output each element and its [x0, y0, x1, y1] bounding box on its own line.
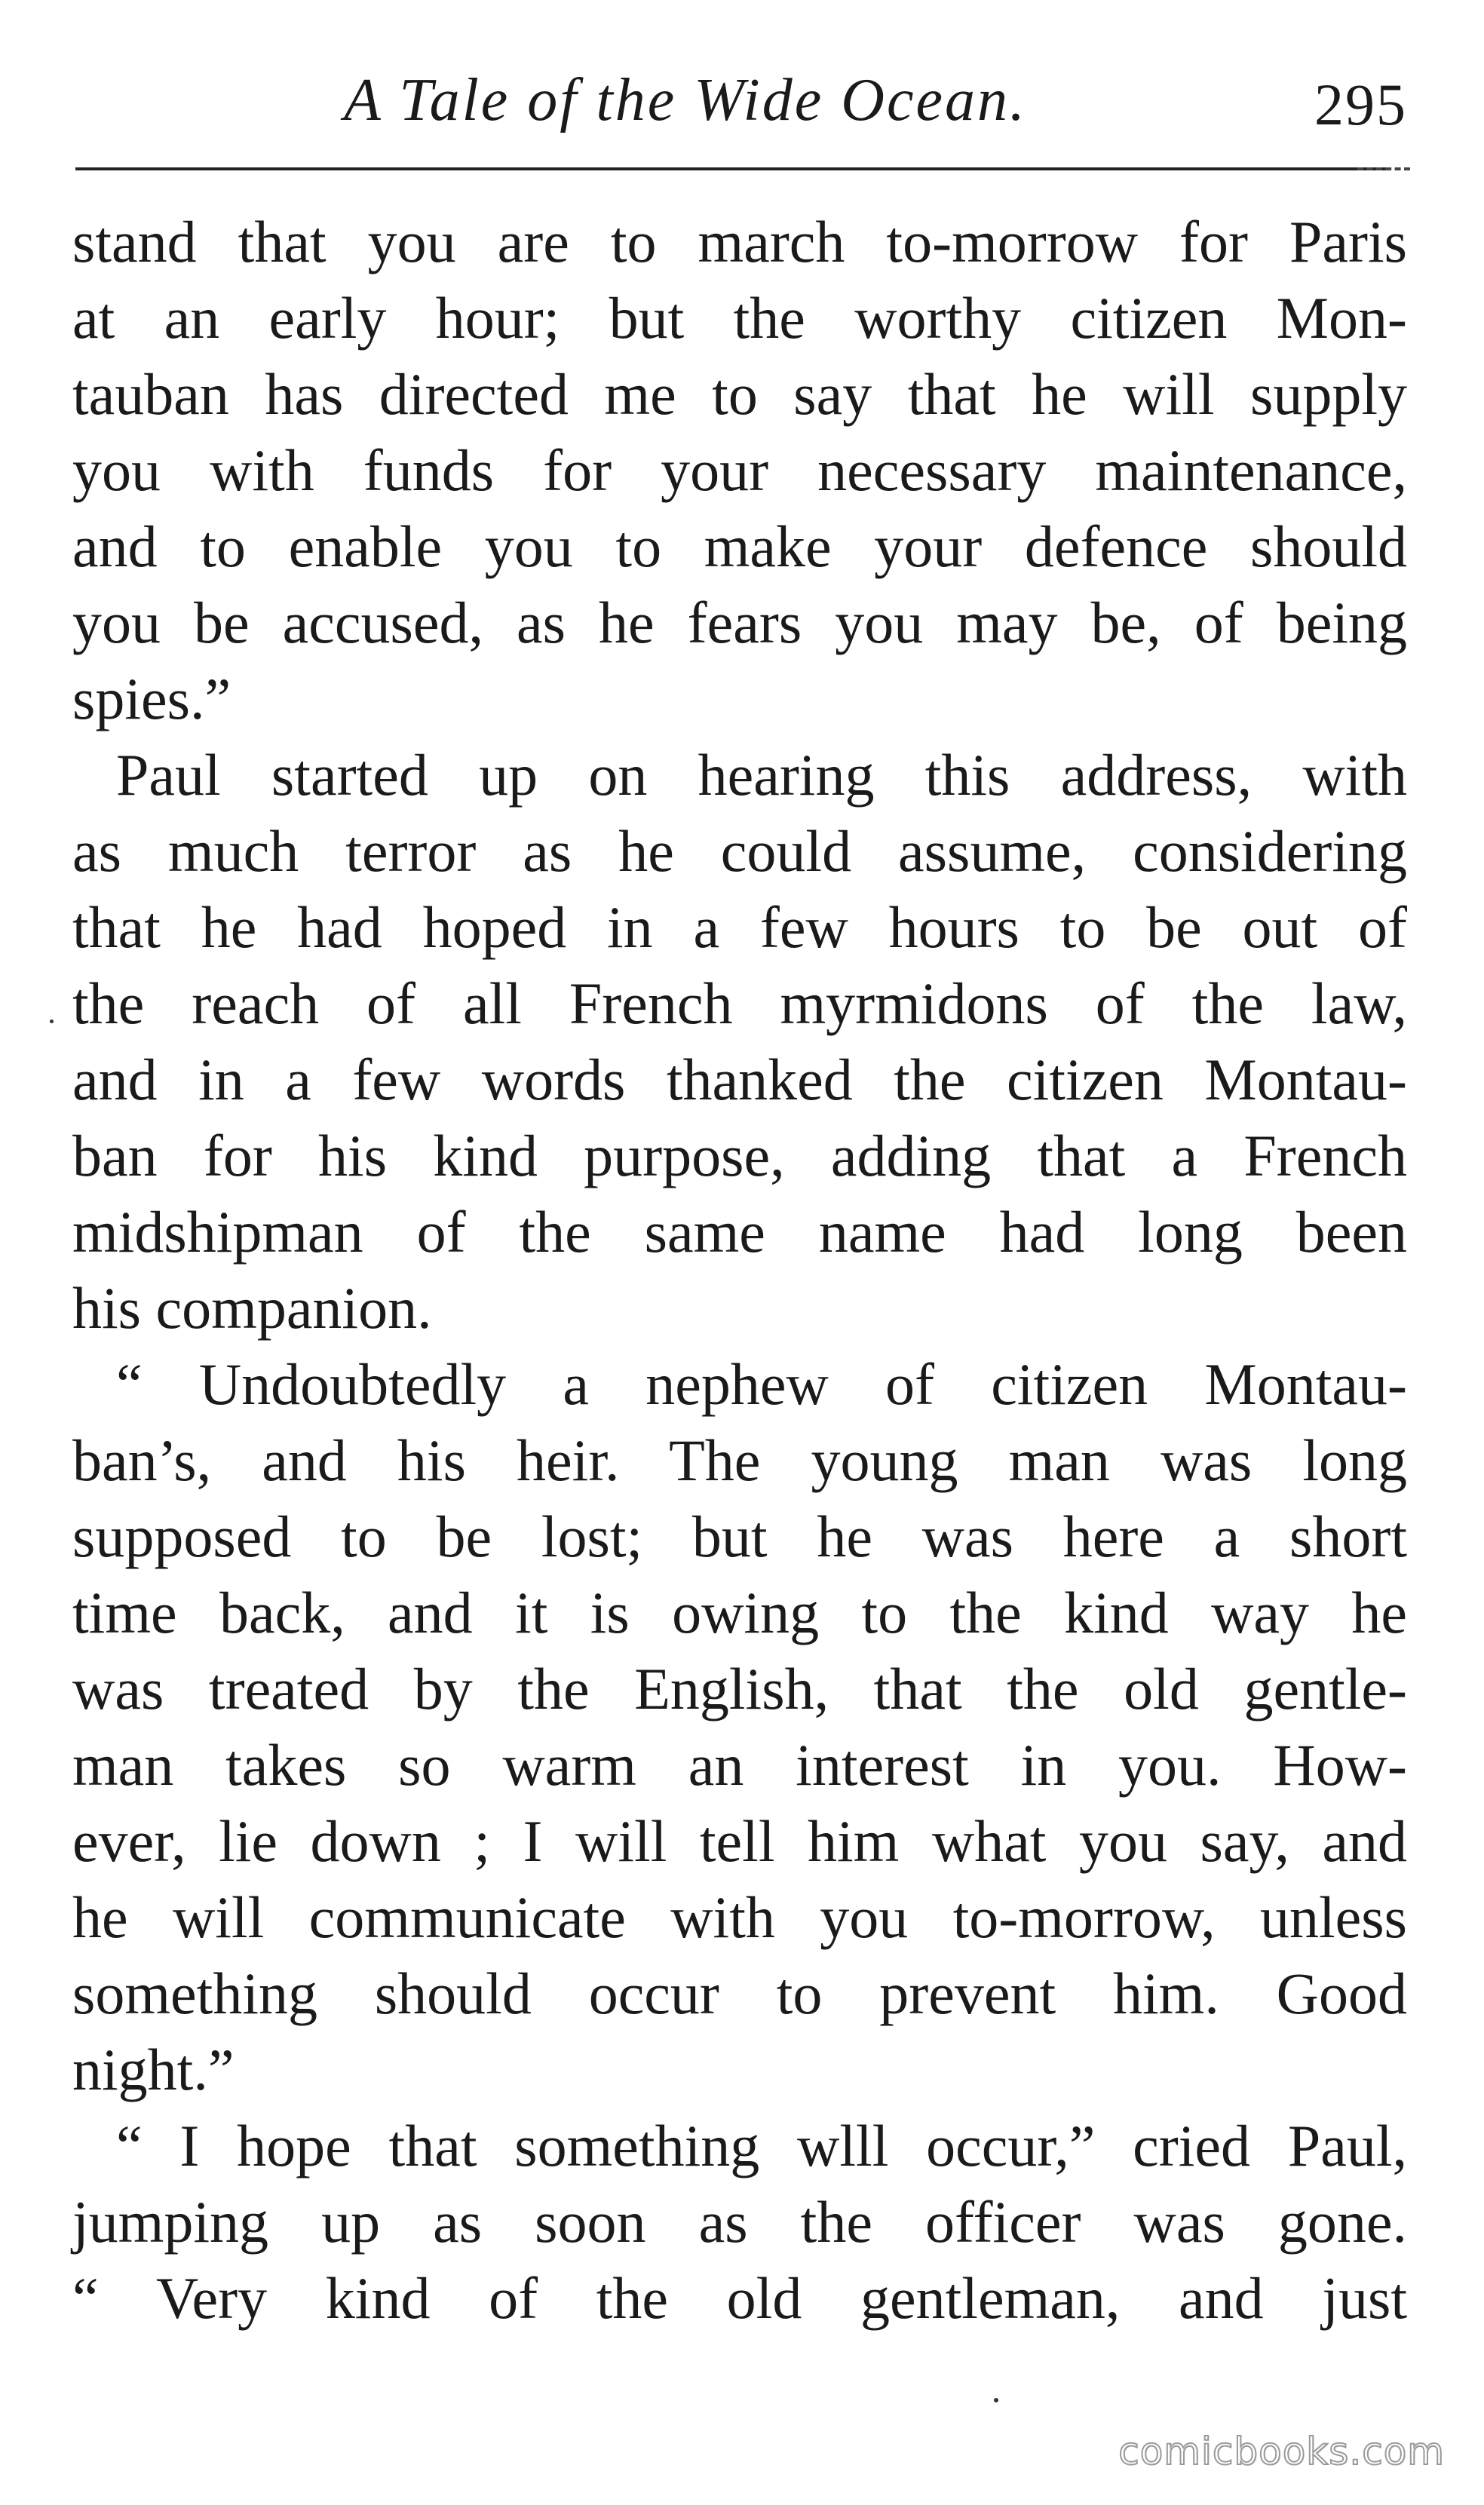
text-line: man takes so warm an interest in you. How- [72, 1732, 1407, 1798]
header-rule [75, 167, 1391, 170]
watermark: comicbooks.com [1118, 2430, 1445, 2473]
text-line: jumping up as soon as the officer was gone. [72, 2189, 1407, 2255]
header-rule-tail [1357, 167, 1410, 170]
running-title: A Tale of the Wide Ocean. [344, 67, 1028, 133]
text-line: ban for his kind purpose, adding that a French [72, 1123, 1407, 1188]
text-line: supposed to be lost; but he was here a short [72, 1504, 1407, 1569]
text-line: that he had hoped in a few hours to be out of [72, 894, 1407, 960]
text-line: you be accused, as he fears you may be, of being [72, 590, 1407, 655]
text-line: something should occur to prevent him. Good [72, 1961, 1407, 2026]
page-number: 295 [1314, 72, 1407, 137]
text-line: ever, lie down ; I will tell him what you say, and [72, 1808, 1407, 1874]
text-line: his companion. [72, 1275, 432, 1341]
running-head [72, 66, 1407, 149]
text-line: night.” [72, 2037, 235, 2102]
text-line: “ Undoubtedly a nephew of citizen Montau- [116, 1351, 1407, 1417]
text-line: as much terror as he could assume, considering [72, 818, 1407, 884]
text-line: at an early hour; but the worthy citizen Mon- [72, 285, 1407, 351]
text-line: you with funds for your necessary maintenance, [72, 437, 1407, 503]
text-line: “ I hope that something wlll occur,” cried Paul, [116, 2113, 1407, 2178]
text-line: “ Very kind of the old gentleman, and just [72, 2265, 1407, 2331]
text-line: midshipman of the same name had long been [72, 1199, 1407, 1265]
text-line: Paul started up on hearing this address, with [116, 742, 1407, 808]
text-line: ban’s, and his heir. The young man was long [72, 1427, 1407, 1493]
text-line: he will communicate with you to-morrow, unless [72, 1884, 1407, 1950]
text-line: the reach of all French myrmidons of the law, [72, 970, 1407, 1036]
print-speck [50, 1019, 54, 1023]
text-line: time back, and it is owing to the kind way he [72, 1580, 1407, 1645]
body-text [72, 204, 1407, 2336]
text-line: and in a few words thanked the citizen Montau- [72, 1047, 1407, 1112]
print-speck [994, 2398, 998, 2402]
text-line: was treated by the English, that the old gentle- [72, 1656, 1407, 1722]
text-line: and to enable you to make your defence should [72, 514, 1407, 579]
text-line: tauban has directed me to say that he will supply [72, 361, 1407, 427]
text-line: stand that you are to march to-morrow for Paris [72, 209, 1407, 274]
text-line: spies.” [72, 666, 231, 731]
